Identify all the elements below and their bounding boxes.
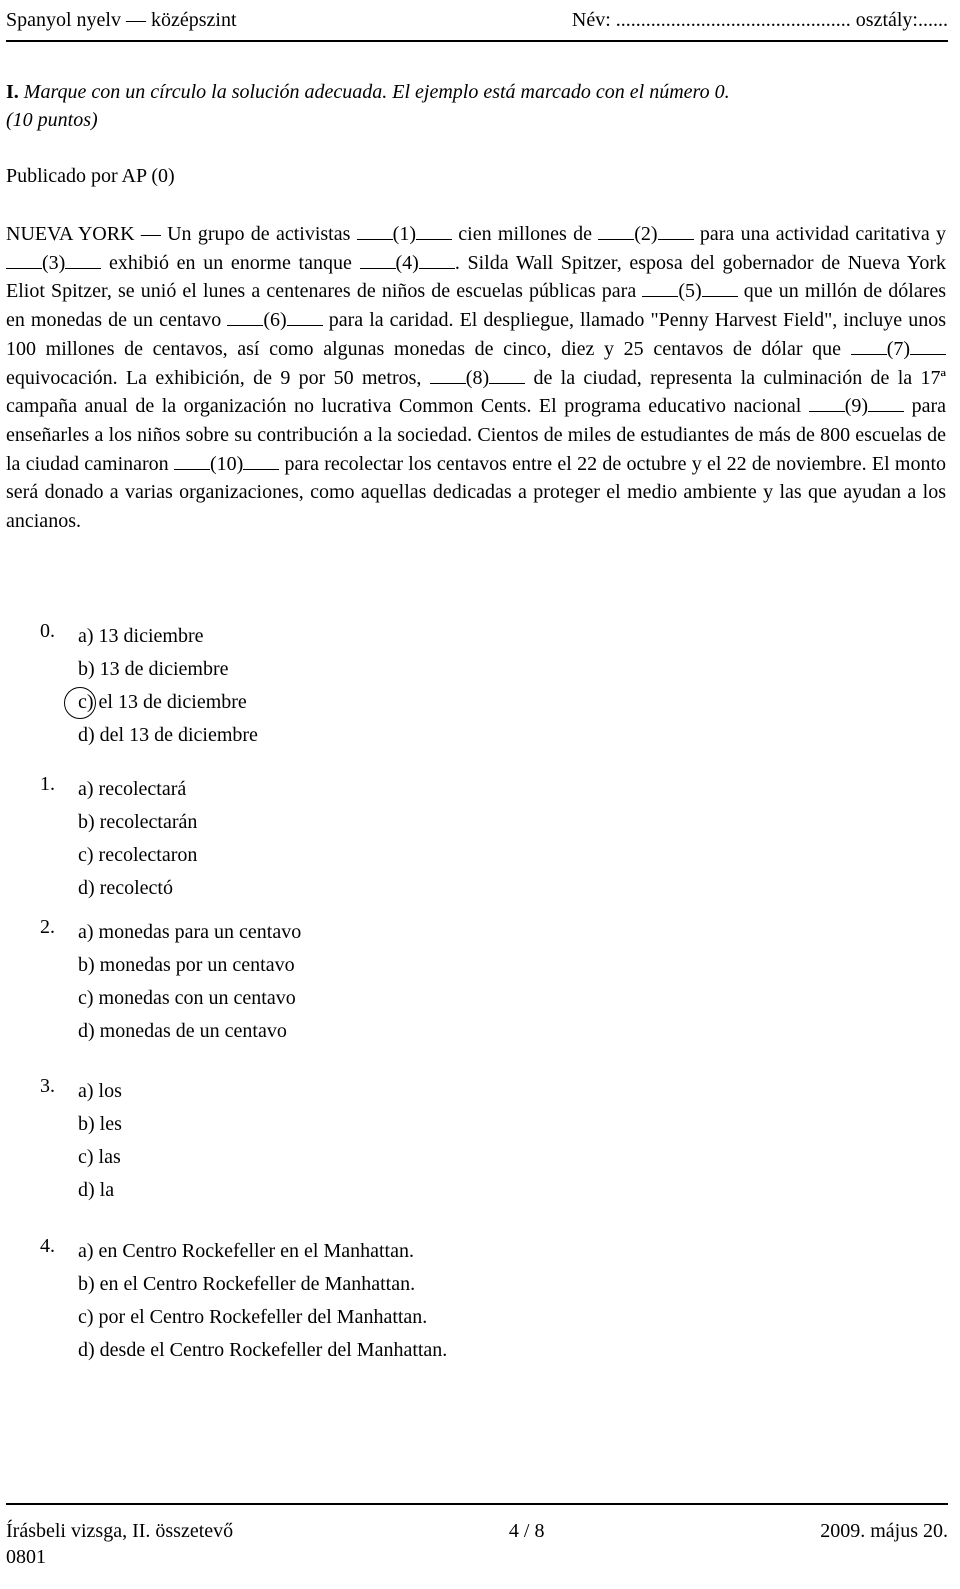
question-0: [40, 620, 258, 752]
answer-option-text: a) en Centro Rockefeller en el Manhattan.: [78, 1240, 414, 1262]
task-instruction: [6, 78, 948, 134]
answer-option[interactable]: [78, 1301, 447, 1334]
answer-option[interactable]: [78, 949, 301, 982]
answer-option-text: a) monedas para un centavo: [78, 921, 302, 943]
footer-date: 2009. május 20.: [820, 1520, 948, 1542]
header-divider: [6, 40, 948, 42]
answer-option-text: c) las: [78, 1146, 121, 1168]
answer-option-text: a) los: [78, 1080, 122, 1102]
answer-option[interactable]: [78, 1108, 122, 1141]
answer-option[interactable]: [78, 686, 258, 719]
answer-option-text: b) en el Centro Rockefeller de Manhattan.: [78, 1273, 416, 1295]
answer-option-text: d) recolectó: [78, 877, 173, 899]
answer-option[interactable]: [78, 1075, 122, 1108]
answer-option-text: c) recolectaron: [78, 844, 198, 866]
page-footer: [6, 1520, 948, 1543]
answer-option[interactable]: [78, 1334, 447, 1367]
gap-7: (7): [851, 338, 946, 360]
question-number: 3.: [40, 1075, 55, 1097]
answer-option[interactable]: [78, 719, 258, 752]
header-name-class-field: Név: ............................................... osztály:......: [571, 9, 948, 31]
question-2: [40, 916, 301, 1048]
answer-option-text: b) recolectarán: [78, 811, 198, 833]
answer-option-text: d) desde el Centro Rockefeller del Manhattan.: [78, 1339, 448, 1361]
answer-option[interactable]: [78, 1268, 447, 1301]
gap-4: (4): [360, 252, 455, 274]
answer-option[interactable]: [78, 653, 258, 686]
answer-option[interactable]: [78, 1174, 122, 1207]
gap-2: (2): [598, 223, 693, 245]
byline: [6, 162, 175, 190]
answer-option[interactable]: [78, 806, 197, 839]
question-number: 2.: [40, 916, 55, 938]
answer-option[interactable]: [78, 1141, 122, 1174]
answer-option-text: d) la: [78, 1179, 115, 1201]
answer-option[interactable]: [78, 982, 301, 1015]
question-number: 0.: [40, 620, 55, 642]
gap-1: (1): [357, 223, 452, 245]
gap-9: (9): [809, 395, 904, 417]
byline-text: Publicado por AP: [6, 165, 147, 187]
answer-option-text: c) el 13 de diciembre: [78, 691, 247, 713]
answer-option[interactable]: [78, 1235, 447, 1268]
article-text: NUEVA YORK — Un grupo de activistas (1) cien millones de (2) para una actividad caritativa y (3) exhibió en un enorme tanque (4) . Silda Wall Spitzer, esposa del gobernador de Nueva York Eliot Spitzer, se unió el lunes a centenares de niños de escuelas públicas para (5) que un millón de dólares en monedas de un centavo (6) para la caridad. El despliegue, llamado "Penny Harvest Field", incluye unos 100 millones de centavos, así como algunas monedas de cinco, diez y 25 centavos de dólar que (7) equivocación. La exhibición, de 9 por 50 metros, (8) de la ciudad, representa la culminación de la 17ª campaña anual de la organización no lucrativa Common Cents. El programa educativo nacional (9) para enseñarles a los niños sobre su contribución a la sociedad. Cientos de miles de estudiantes de más de 800 escuelas de la ciudad caminaron (10) para recolectar los centavos entre el 22 de octubre y el 22 de noviembre. El monto será donado a varias organizaciones, como aquellas dedicadas a proteger el medio ambiente y las que ayudan a los ancianos.: [6, 223, 947, 533]
answer-option[interactable]: [78, 620, 258, 653]
answer-option-text: d) monedas de un centavo: [78, 1020, 287, 1042]
gap-6: (6): [227, 309, 322, 331]
question-number: 1.: [40, 773, 55, 795]
gap-8: (8): [430, 367, 525, 389]
footer-divider: [6, 1503, 948, 1505]
answer-circle-mark: [64, 687, 96, 719]
answer-option[interactable]: [78, 1015, 301, 1048]
question-1: [40, 773, 197, 905]
gap-3: (3): [6, 252, 101, 274]
task-text: Marque con un círculo la solución adecuada. El ejemplo está marcado con el número 0.: [23, 81, 730, 103]
answer-option[interactable]: [78, 839, 197, 872]
header-subject: Spanyol nyelv — középszint: [6, 9, 237, 31]
task-points: (10 puntos): [6, 109, 98, 131]
answer-option-text: b) les: [78, 1113, 122, 1135]
gap-10: (10): [174, 453, 279, 475]
footer-code: 0801: [6, 1546, 46, 1568]
answer-option-text: b) 13 de diciembre: [78, 658, 229, 680]
answer-option-text: a) 13 diciembre: [78, 625, 204, 647]
answer-option-text: c) monedas con un centavo: [78, 987, 296, 1009]
answer-option[interactable]: [78, 872, 197, 905]
answer-option[interactable]: [78, 916, 301, 949]
answer-option-text: b) monedas por un centavo: [78, 954, 295, 976]
page-header: [6, 0, 948, 32]
task-number: I.: [6, 81, 19, 103]
answer-option-text: c) por el Centro Rockefeller del Manhattan.: [78, 1306, 428, 1328]
answer-option-text: a) recolectará: [78, 778, 187, 800]
question-number: 4.: [40, 1235, 55, 1257]
answer-option[interactable]: [78, 773, 197, 806]
answer-option-text: d) del 13 de diciembre: [78, 724, 258, 746]
footer-page: 4 / 8: [508, 1520, 545, 1542]
question-4: [40, 1235, 447, 1367]
footer-exam: Írásbeli vizsga, II. összetevő: [6, 1520, 234, 1542]
gap-5: (5): [642, 280, 737, 302]
gap-0: (0): [151, 165, 175, 187]
question-3: [40, 1075, 122, 1207]
